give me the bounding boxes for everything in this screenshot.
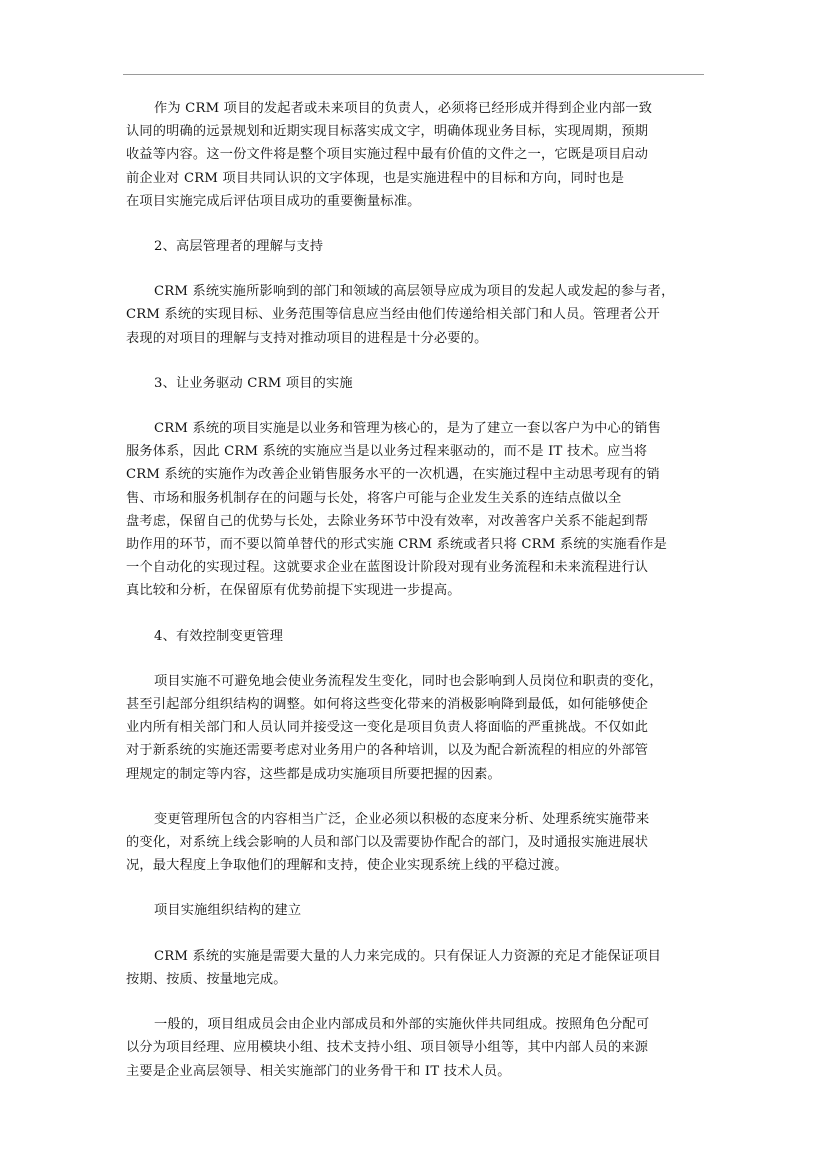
- paragraph-human-resources: [126, 945, 700, 991]
- text-line: 收益等内容。这一份文件将是整个项目实施过程中最有价值的文件之一，它既是项目启动: [126, 147, 649, 163]
- text-line: 况，最大程度上争取他们的理解和支持，使企业实现系统上线的平稳过渡。: [126, 858, 568, 874]
- heading-text: 4、有效控制变更管理: [154, 628, 284, 644]
- text-line: 甚至引起部分组织结构的调整。如何将这些变化带来的消极影响降到最低，如何能够使企: [126, 697, 649, 713]
- text-line: 服务体系，因此 CRM 系统的实施应当是以业务过程来驱动的，而不是 IT 技术。应当将: [126, 444, 648, 460]
- text-line: 业内所有相关部门和人员认同并接受这一变化是项目负责人将面临的严重挑战。不仅如此: [126, 720, 649, 736]
- paragraph-vision: [126, 97, 700, 213]
- paragraph-management-support: [126, 280, 700, 350]
- text-line: 的变化，对系统上线会影响的人员和部门以及需要协作配合的部门，及时通报实施进展状: [126, 835, 649, 851]
- text-line: 盘考虑，保留自己的优势与长处，去除业务环节中没有效率，对改善客户关系不能起到帮: [126, 513, 649, 529]
- text-line: 作为 CRM 项目的发起者或未来项目的负责人，必须将已经形成并得到企业内部一致: [154, 101, 653, 116]
- text-line: 对于新系统的实施还需要考虑对业务用户的各种培训，以及为配合新流程的相应的外部管: [126, 743, 649, 759]
- text-line: CRM 系统的项目实施是以业务和管理为核心的，是为了建立一套以客户为中心的销售: [154, 421, 662, 437]
- paragraph-business-driven: [126, 417, 700, 603]
- text-line: 变更管理所包含的内容相当广泛，企业必须以积极的态度来分析、处理系统实施带来: [154, 811, 650, 827]
- paragraph-change-scope: [126, 808, 700, 878]
- section-heading-organization: [126, 899, 700, 922]
- text-line: 按期、按质、按量地完成。: [126, 971, 287, 987]
- text-line: 理规定的制定等内容，这些都是成功实施项目所要把握的因素。: [126, 766, 501, 782]
- text-line: 售、市场和服务机制存在的问题与长处，将客户可能与企业发生关系的连结点做以全: [126, 490, 622, 506]
- heading-text: 2、高层管理者的理解与支持: [154, 239, 324, 255]
- heading-text: 项目实施组织结构的建立: [154, 903, 302, 919]
- header-rule: [123, 74, 704, 75]
- section-heading-business-driven: [126, 372, 700, 395]
- text-line: 主要是企业高层领导、相关实施部门的业务骨干和 IT 技术人员。: [126, 1063, 511, 1079]
- text-line: 表现的对项目的理解与支持对推动项目的进程是十分必要的。: [126, 330, 488, 346]
- text-line: 以分为项目经理、应用模块小组、技术支持小组、项目领导小组等，其中内部人员的来源: [126, 1040, 649, 1056]
- text-line: 一般的，项目组成员会由企业内部成员和外部的实施伙伴共同组成。按照角色分配可: [154, 1017, 650, 1033]
- text-line: 项目实施不可避免地会使业务流程发生变化，同时也会影响到人员岗位和职责的变化，: [154, 673, 663, 689]
- text-line: 在项目实施完成后评估项目成功的重要衡量标准。: [126, 193, 421, 209]
- paragraph-team-composition: [126, 1013, 700, 1083]
- text-line: 助作用的环节，而不要以简单替代的形式实施 CRM 系统或者只将 CRM 系统的实施看作是: [126, 537, 667, 553]
- text-line: 认同的明确的远景规划和近期实现目标落实成文字，明确体现业务目标，实现周期，预期: [126, 124, 649, 140]
- text-line: 一个自动化的实现过程。这就要求企业在蓝图设计阶段对现有业务流程和未来流程进行认: [126, 560, 649, 576]
- text-line: 真比较和分析，在保留原有优势前提下实现进一步提高。: [126, 583, 461, 599]
- text-line: 前企业对 CRM 项目共同认识的文字体现，也是实施进程中的目标和方向，同时也是: [126, 170, 625, 186]
- section-heading-management-support: [126, 235, 700, 258]
- text-line: CRM 系统的实施作为改善企业销售服务水平的一次机遇，在实施过程中主动思考现有的销: [126, 467, 660, 483]
- text-line: CRM 系统的实现目标、业务范围等信息应当经由他们传递给相关部门和人员。管理者公开: [126, 307, 660, 323]
- text-line: CRM 系统实施所影响到的部门和领域的高层领导应成为项目的发起人或发起的参与者，: [154, 284, 675, 300]
- heading-text: 3、让业务驱动 CRM 项目的实施: [154, 375, 353, 391]
- paragraph-change-impact: [126, 670, 700, 786]
- document-body: [126, 97, 700, 1083]
- section-heading-change-management: [126, 625, 700, 648]
- text-line: CRM 系统的实施是需要大量的人力来完成的。只有保证人力资源的充足才能保证项目: [154, 948, 662, 964]
